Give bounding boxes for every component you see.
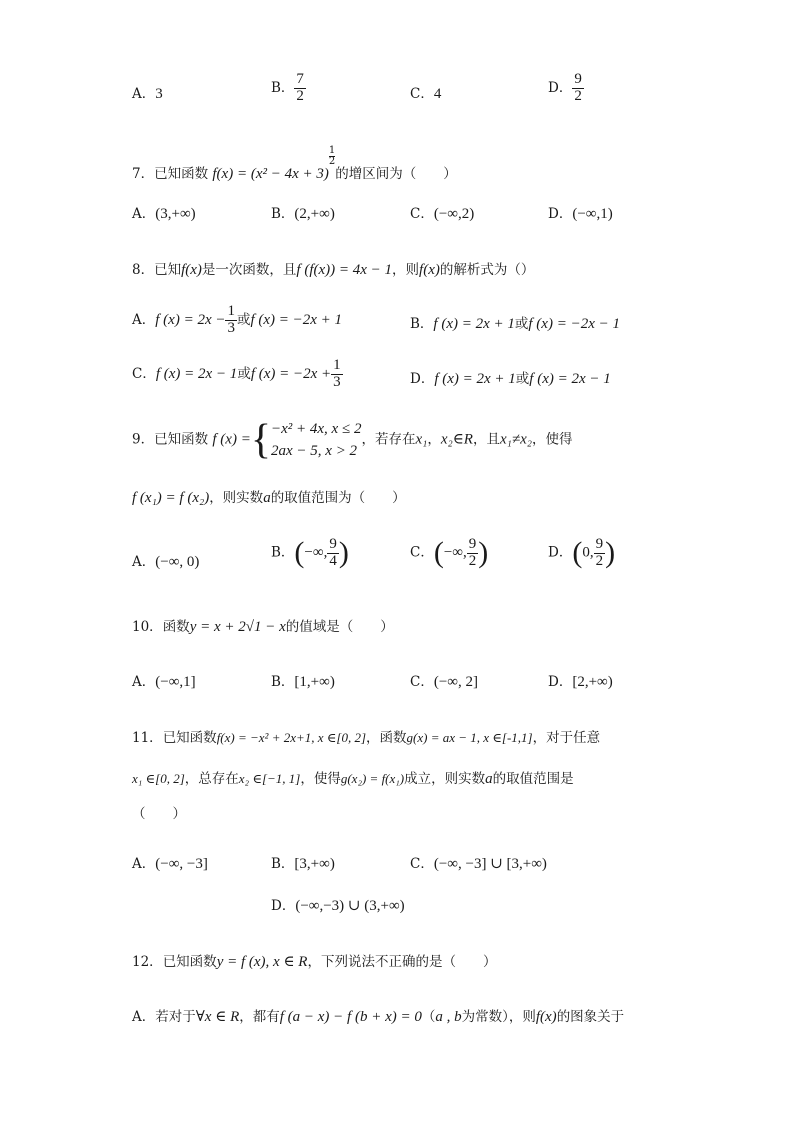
q7-option-b: B．(2,+∞) [271, 206, 335, 222]
q7-exponent: $\frac{1}{2}$ [328, 145, 336, 167]
q11-stem-line2: x₁ ∈[0, 2]，总存在x₂ ∈[−1, 1]，使得g(x₂) = f(x₁)成立，则实数a的取值范围是 [132, 771, 574, 787]
q11-stem-line3: （ ） [132, 806, 186, 822]
q10-option-d: D．[2,+∞) [548, 674, 613, 690]
q10-option-b: B．[1,+∞) [271, 674, 335, 690]
q7-stem: 7．已知函数 f(x) = (x² − 4x + 3) $\frac{1}{2}$ 的增区间为（ ） [132, 145, 457, 182]
q11-option-a: A．(−∞, −3] [132, 856, 208, 872]
q7-option-a: A．(3,+∞) [132, 206, 196, 222]
q9-option-d: D．(0, $\frac{9}{2}$ ) [548, 535, 616, 569]
q10-option-c: C．(−∞, 2] [410, 674, 478, 690]
q6-option-d: D． $\frac{9}{2}$ [548, 71, 582, 104]
q8-option-d: D．f (x) = 2x + 1或f (x) = 2x − 1 [410, 371, 611, 387]
q6-option-c: C．4 [410, 86, 442, 102]
q8-option-c: C．f (x) = 2x − 1或f (x) = −2x + $\frac{1}{3}$ [132, 357, 341, 390]
q6-option-b: B． $\frac{7}{2}$ [271, 71, 304, 104]
q12-stem: 12．已知函数y = f (x), x ∈ R，下列说法不正确的是（ ） [132, 954, 497, 970]
q8-stem: 8．已知f(x)是一次函数，且f (f(x)) = 4x − 1，则f(x)的解析式为（） [132, 262, 535, 278]
q9-option-a: A．(−∞, 0) [132, 554, 200, 570]
q8-option-a: A．f (x) = 2x − $\frac{1}{3}$ 或f (x) = −2x + 1 [132, 303, 343, 336]
q11-option-c: C．(−∞, −3] ∪ [3,+∞) [410, 856, 547, 872]
q9-option-c: C．(−∞, $\frac{9}{2}$ ) [410, 535, 489, 569]
q11-option-d: D．(−∞,−3) ∪ (3,+∞) [271, 898, 405, 914]
q11-stem: 11．已知函数f(x) = −x² + 2x+1, x ∈[0, 2]，函数g(x) = ax − 1, x ∈[-1,1]，对于任意 [132, 730, 601, 746]
q11-option-b: B．[3,+∞) [271, 856, 335, 872]
q7-option-c: C．(−∞,2) [410, 206, 475, 222]
q9-stem: 9．已知函数 f (x) ={ −x² + 4x, x ≤ 2 2ax − 5, x > 2 ，若存在x₁，x₂∈R，且x₁≠x₂，使得 [132, 417, 573, 463]
q9-stem-line2: f (x₁) = f (x₂)，则实数a的取值范围为（ ） [132, 490, 406, 506]
q8-option-b: B．f (x) = 2x + 1或f (x) = −2x − 1 [410, 316, 620, 332]
q7-option-d: D．(−∞,1) [548, 206, 613, 222]
q12-option-a: A．若对于∀x ∈ R，都有f (a − x) − f (b + x) = 0（a , b为常数），则f(x)的图象关于 [132, 1009, 625, 1025]
q10-option-a: A．(−∞,1] [132, 674, 196, 690]
q9-option-b: B．(−∞, $\frac{9}{4}$ ) [271, 535, 349, 569]
q10-stem: 10．函数y = x + 2√1 − x的值域是（ ） [132, 619, 394, 635]
q6-option-a: A．3 [132, 86, 163, 102]
q9-piecewise: −x² + 4x, x ≤ 2 2ax − 5, x > 2 [271, 421, 362, 459]
